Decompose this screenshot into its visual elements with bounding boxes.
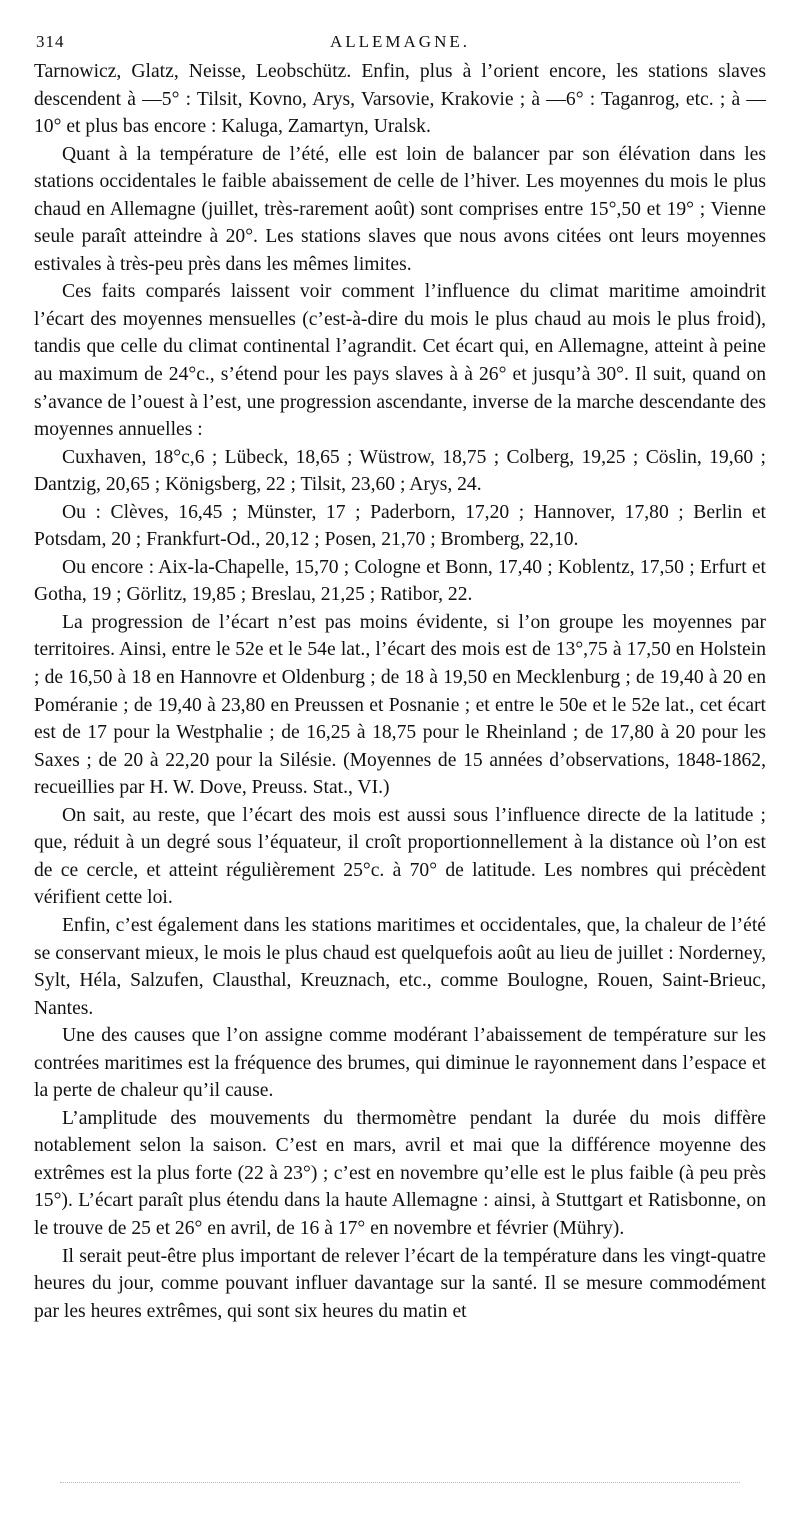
paragraph: La progression de l’écart n’est pas moins évidente, si l’on groupe les moyennes par territoires. Ainsi, entre le 52e et le 54e lat., l’écart des mois est de 13°,75 à 17,50 en Holstein ; de 16,50 à 18 en Hannovre et Oldenburg ; de 18 à 19,50 en Mecklenburg ; de 19,40 à 20 en Poméranie ; de 19,40 à 23,80 en Preussen et Posnanie ; et entre le 50e et le 52e lat., cet écart est de 17 pour la Westphalie ; de 16,25 à 18,75 pour le Rheinland ; de 17,80 à 20 pour les Saxes ; de 20 à 22,20 pour la Silésie. (Moyennes de 15 années d’observations, 1848-1862, recueillies par H. W. Dove, Preuss. Stat., VI.) [34, 611, 766, 799]
paragraph: Ou : Clèves, 16,45 ; Münster, 17 ; Paderborn, 17,20 ; Hannover, 17,80 ; Berlin et Potsdam, 20 ; Frankfurt-Od., 20,12 ; Posen, 21,70 ; Bromberg, 22,10. [34, 501, 766, 551]
paragraph: On sait, au reste, que l’écart des mois est aussi sous l’influence directe de la latitude ; que, réduit à un degré sous l’équateur, il croît proportionnellement à la distance où l’on est de ce cercle, et atteint régulièrement 25°c. à 70° de latitude. Les nombres qui précèdent vérifient cette loi. [34, 804, 766, 909]
running-head: ALLEMAGNE. [329, 32, 470, 51]
paragraph: Cuxhaven, 18°c,6 ; Lübeck, 18,65 ; Wüstrow, 18,75 ; Colberg, 19,25 ; Cöslin, 19,60 ; Dantzig, 20,65 ; Königsberg, 22 ; Tilsit, 23,60 ; Arys, 24. [34, 446, 766, 496]
paragraph: Une des causes que l’on assigne comme modérant l’abaissement de température sur les contrées maritimes est la fréquence des brumes, qui diminue le rayonnement dans l’espace et la perte de chaleur qu’il cause. [34, 1025, 766, 1102]
paragraph: Ces faits comparés laissent voir comment l’influence du climat maritime amoindrit l’écart des moyennes mensuelles (c’est-à-dire du mois le plus chaud au mois le plus froid), tandis que celle du climat continental l’agrandit. Cet écart qui, en Allemagne, atteint à peine au maximum de 24°c., s’étend pour les pays slaves à à 26° et jusqu’à 30°. Il suit, quand on s’avance de l’ouest à l’est, une progression ascendante, inverse de la marche descendante des moyennes annuelles : [34, 281, 766, 441]
paragraph: Quant à la température de l’été, elle est loin de balancer par son élévation dans les stations occidentales le faible abaissement de celle de l’hiver. Les moyennes du mois le plus chaud en Allemagne (juillet, très-rarement août) sont comprises entre 15°,50 et 19° ; Vienne seule paraît atteindre à 20°. Les stations slaves que nous avons citées ont leurs moyennes estivales à très-peu près dans les mêmes limites. [34, 143, 766, 275]
page-number: 314 [36, 32, 65, 51]
footer-rule [60, 1482, 740, 1483]
paragraph: Il serait peut-être plus important de relever l’écart de la température dans les vingt-quatre heures du jour, comme pouvant influer davantage sur la santé. Il se mesure commodément par les heures extrêmes, qui sont six heures du matin et [34, 1245, 766, 1322]
paragraph: Tarnowicz, Glatz, Neisse, Leobschütz. Enfin, plus à l’orient encore, les stations slaves descendent à —5° : Tilsit, Kovno, Arys, Varsovie, Krakovie ; à —6° : Taganrog, etc. ; à —10° et plus bas encore : Kaluga, Zamartyn, Uralsk. [34, 61, 766, 138]
paragraph: L’amplitude des mouvements du thermomètre pendant la durée du mois diffère notablement selon la saison. C’est en mars, avril et mai que la différence moyenne des extrêmes est la plus forte (22 à 23°) ; c’est en novembre qu’elle est le plus faible (à peu près 15°). L’écart paraît plus étendu dans la haute Allemagne : ainsi, à Stuttgart et Ratisbonne, on le trouve de 25 et 26° en avril, de 16 à 17° en novembre et février (Mühry). [34, 1107, 766, 1239]
page-header [34, 28, 766, 58]
paragraph: Enfin, c’est également dans les stations maritimes et occidentales, que, la chaleur de l’été se conservant mieux, le mois le plus chaud est quelquefois août au lieu de juillet : Norderney, Sylt, Héla, Salzufen, Clausthal, Kreuznach, etc., comme Boulogne, Rouen, Saint-Brieuc, Nantes. [34, 914, 766, 1019]
book-page [34, 28, 766, 1325]
page-body [34, 58, 766, 1325]
paragraph: Ou encore : Aix-la-Chapelle, 15,70 ; Cologne et Bonn, 17,40 ; Koblentz, 17,50 ; Erfurt et Gotha, 19 ; Görlitz, 19,85 ; Breslau, 21,25 ; Ratibor, 22. [34, 556, 766, 606]
